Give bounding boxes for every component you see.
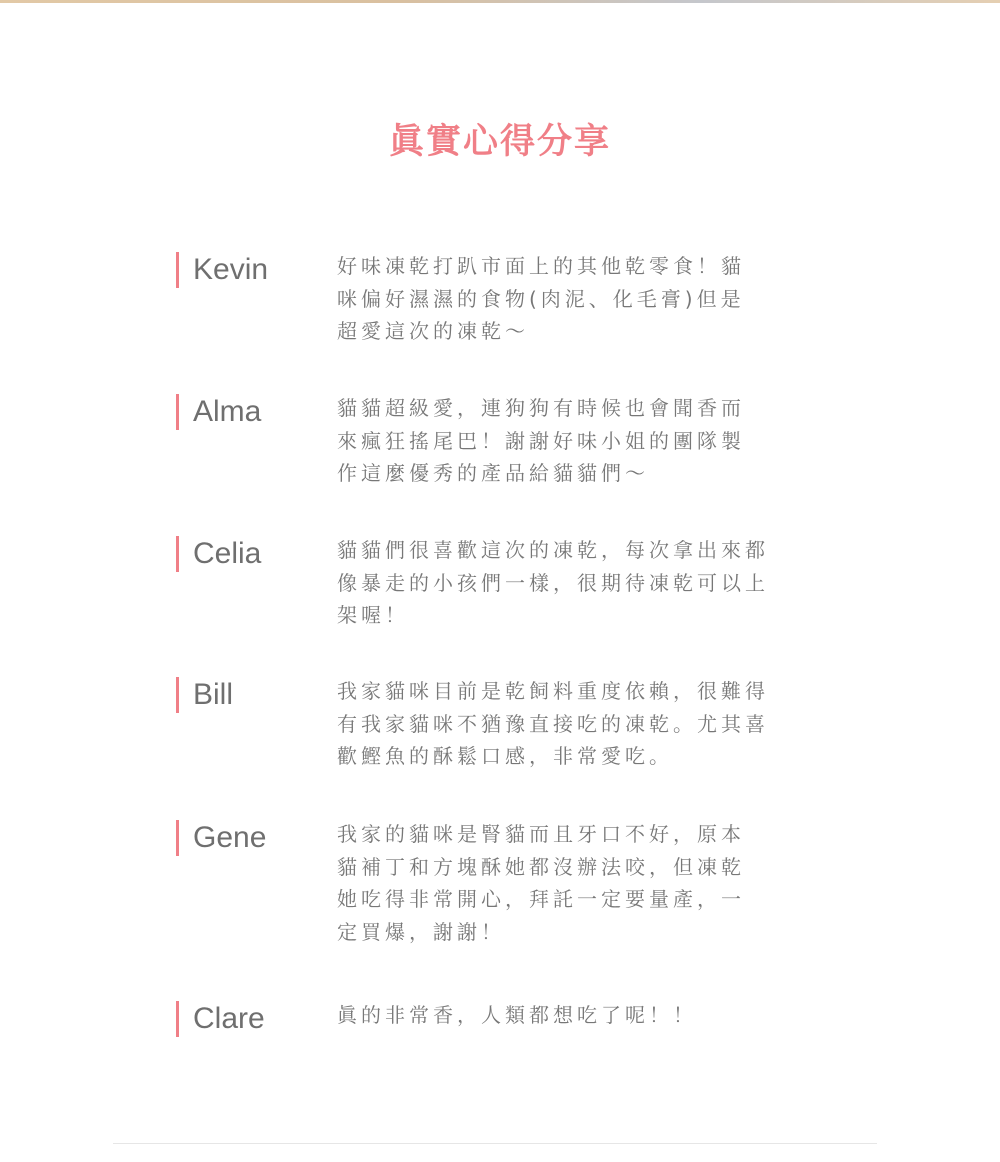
- review-text-line: 我家的貓咪是腎貓而且牙口不好，原本: [337, 822, 745, 846]
- review-text: [337, 818, 837, 948]
- review-text: [337, 675, 837, 773]
- review-text-line: 像暴走的小孩們一樣，很期待凍乾可以上: [337, 570, 769, 595]
- review-text-line: 貓貓們很喜歡這次的凍乾，每次拿出來都: [337, 538, 769, 562]
- review-text: [337, 250, 837, 348]
- review-text-line: 架喔！: [337, 603, 409, 627]
- review-text-line: 她吃得非常開心，拜託一定要量產，一: [337, 887, 745, 911]
- review-text-line: 貓貓超級愛，連狗狗有時候也會聞香而: [337, 396, 745, 420]
- review-text: [337, 999, 837, 1032]
- review-text-line: 有我家貓咪不猶豫直接吃的凍乾。尤其喜: [337, 711, 769, 736]
- reviewer-name: Clare: [176, 1001, 265, 1037]
- section-divider: [113, 1143, 877, 1144]
- review-text-line: 定買爆，謝謝！: [337, 919, 505, 944]
- reviewer-name: Bill: [176, 677, 233, 713]
- review-text: [337, 534, 837, 632]
- top-decorative-line: [0, 0, 1000, 3]
- review-text: [337, 392, 837, 490]
- review-text-line: 咪偏好濕濕的食物(肉泥、化毛膏)但是: [337, 286, 745, 311]
- review-text-line: 眞的非常香，人類都想吃了呢！！: [337, 1003, 697, 1027]
- review-text-line: 好味凍乾打趴市面上的其他乾零食！貓: [337, 254, 745, 278]
- review-text-line: 超愛這次的凍乾～: [337, 319, 529, 343]
- reviewer-name: Celia: [176, 536, 261, 572]
- review-text-line: 來瘋狂搖尾巴！謝謝好味小姐的團隊製: [337, 428, 745, 453]
- review-text-line: 作這麼優秀的產品給貓貓們～: [337, 461, 649, 485]
- reviewer-name: Gene: [176, 820, 266, 856]
- page-title: 眞實心得分享: [388, 122, 611, 162]
- review-text-line: 歡鰹魚的酥鬆口感，非常愛吃。: [337, 744, 673, 768]
- review-text-line: 我家貓咪目前是乾飼料重度依賴，很難得: [337, 679, 769, 703]
- reviewer-name: Alma: [176, 394, 261, 430]
- reviewer-name: Kevin: [176, 252, 268, 288]
- review-text-line: 貓補丁和方塊酥她都沒辦法咬，但凍乾: [337, 854, 745, 879]
